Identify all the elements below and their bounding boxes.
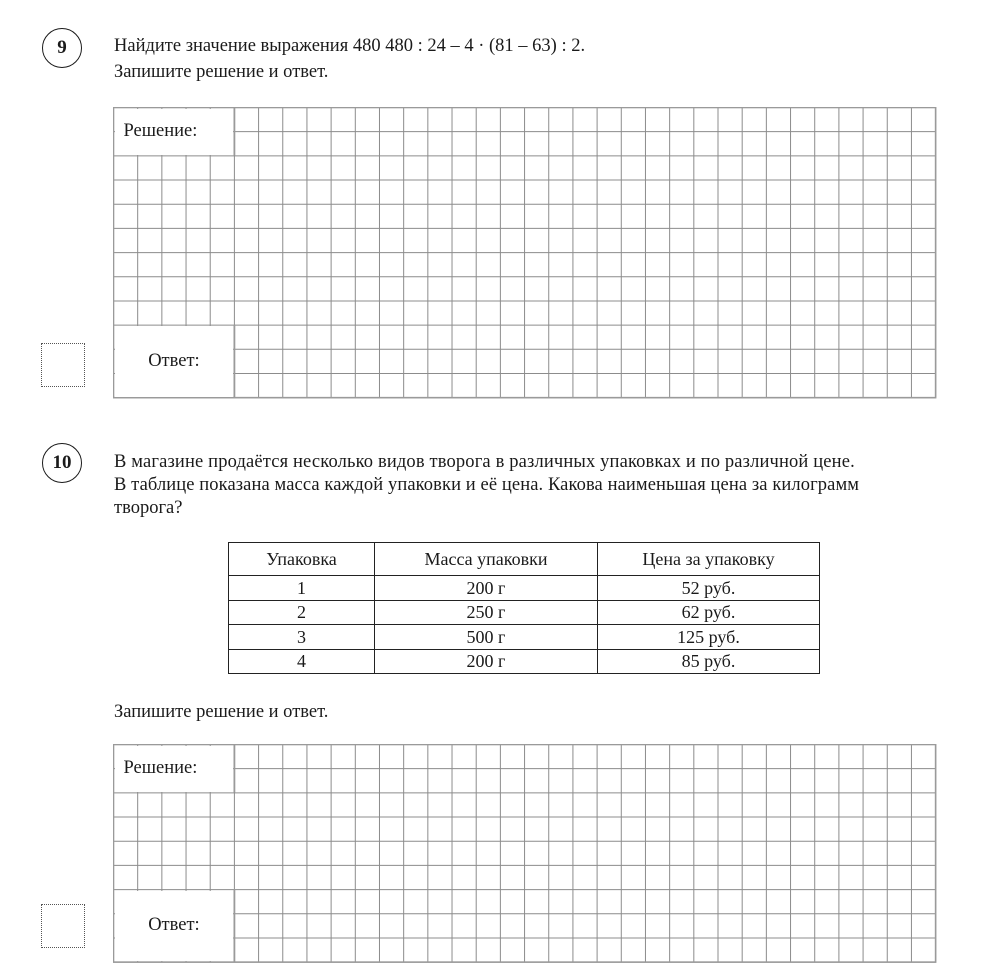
answer-label: Ответ: — [115, 326, 234, 397]
cell-mass: 200 г — [375, 576, 598, 601]
cell-package: 4 — [229, 649, 375, 674]
score-box[interactable] — [41, 904, 85, 948]
column-header-package: Упаковка — [229, 543, 375, 576]
task-statement-line-2: В таблице показана масса каждой упаковки и её цена. Какова наименьшая цена за килограмм — [114, 475, 860, 495]
cell-mass: 200 г — [375, 649, 598, 674]
table-row — [229, 600, 820, 625]
column-header-mass: Масса упаковки — [375, 543, 598, 576]
task-number: 9 — [57, 37, 67, 58]
cell-package: 3 — [229, 625, 375, 650]
task-number-badge — [42, 443, 82, 483]
packages-table — [228, 542, 820, 674]
answer-grid[interactable] — [113, 744, 935, 962]
table-row — [229, 649, 820, 674]
grid-lines — [113, 744, 937, 964]
task-instruction: Запишите решение и ответ. — [114, 702, 329, 722]
answer-label: Ответ: — [115, 891, 234, 962]
task-number: 10 — [52, 452, 72, 473]
cell-price: 85 руб. — [598, 649, 820, 674]
table-row — [229, 625, 820, 650]
task-statement-line-3: творога? — [114, 498, 183, 518]
cell-package: 1 — [229, 576, 375, 601]
cell-mass: 500 г — [375, 625, 598, 650]
column-header-price: Цена за упаковку — [598, 543, 820, 576]
grid-lines — [113, 107, 937, 399]
solution-label: Решение: — [115, 746, 234, 792]
table-row — [229, 576, 820, 601]
cell-package: 2 — [229, 600, 375, 625]
table-header-row — [229, 543, 820, 576]
task-statement: Найдите значение выражения 480 480 : 24 – 4 · (81 – 63) : 2. — [114, 36, 586, 56]
score-box[interactable] — [41, 343, 85, 387]
cell-price: 62 руб. — [598, 600, 820, 625]
answer-grid[interactable] — [113, 107, 935, 397]
cell-price: 52 руб. — [598, 576, 820, 601]
cell-mass: 250 г — [375, 600, 598, 625]
solution-label: Решение: — [115, 109, 234, 155]
task-number-badge — [42, 28, 82, 68]
task-instruction: Запишите решение и ответ. — [114, 62, 329, 82]
cell-price: 125 руб. — [598, 625, 820, 650]
task-statement-line-1: В магазине продаётся несколько видов творога в различных упаковках и по различной цене. — [114, 452, 855, 472]
